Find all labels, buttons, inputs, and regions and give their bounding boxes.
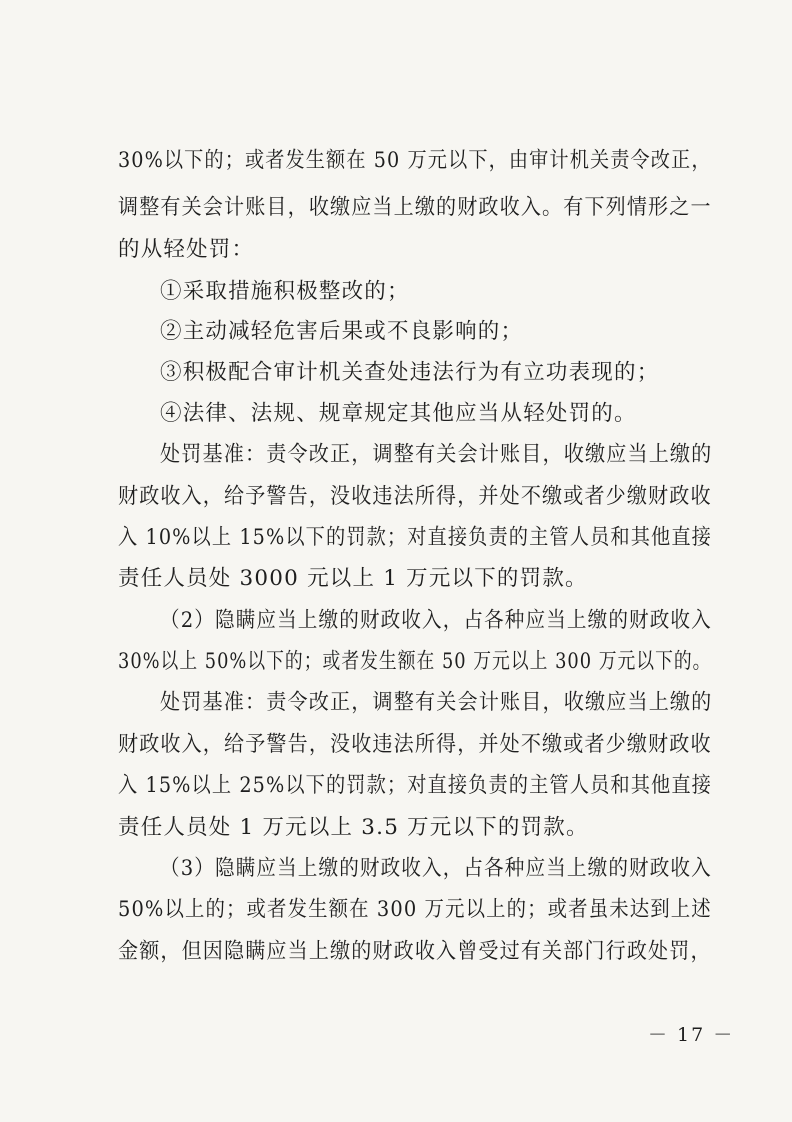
text-line: 责任人员处 1 万元以上 3.5 万元以下的罚款。 xyxy=(118,815,589,840)
text-line: 调整有关会计账目，收缴应当上缴的财政收入。有下列情形之一 xyxy=(118,195,712,220)
list-item: ①采取措施积极整改的； xyxy=(160,279,410,304)
text-line: 入 15%以上 25%以下的罚款；对直接负责的主管人员和其他直接 xyxy=(118,773,712,798)
list-item: ④法律、法规、规章规定其他应当从轻处罚的。 xyxy=(160,401,637,426)
text-line: 30%以下的；或者发生额在 50 万元以下，由审计机关责令改正， xyxy=(118,148,712,173)
text-line: 财政收入，给予警告，没收违法所得，并处不缴或者少缴财政收 xyxy=(118,732,712,757)
text-line: 50%以上的；或者发生额在 300 万元以上的；或者虽未达到上述 xyxy=(118,897,712,922)
text-line: 30%以上 50%以下的；或者发生额在 50 万元以上 300 万元以下的。 xyxy=(118,649,712,674)
text-line: 处罚基准：责令改正，调整有关会计账目，收缴应当上缴的 xyxy=(160,690,713,715)
list-item: ③积极配合审计机关查处违法行为有立功表现的； xyxy=(160,360,660,385)
page-number: － 17 － xyxy=(648,1024,735,1046)
text-line: 入 10%以上 15%以下的罚款；对直接负责的主管人员和其他直接 xyxy=(118,525,712,550)
text-line: 金额，但因隐瞒应当上缴的财政收入曾受过有关部门行政处罚， xyxy=(118,939,712,964)
text-line: （2）隐瞒应当上缴的财政收入，占各种应当上缴的财政收入 xyxy=(160,608,712,633)
text-line: （3）隐瞒应当上缴的财政收入，占各种应当上缴的财政收入 xyxy=(160,856,712,881)
list-item: ②主动减轻危害后果或不良影响的； xyxy=(160,319,524,344)
text-line: 处罚基准：责令改正，调整有关会计账目，收缴应当上缴的 xyxy=(160,442,713,467)
text-line: 责任人员处 3000 元以上 1 万元以下的罚款。 xyxy=(118,566,588,591)
text-line: 的从轻处罚： xyxy=(118,237,255,262)
text-line: 财政收入，给予警告，没收违法所得，并处不缴或者少缴财政收 xyxy=(118,484,712,509)
